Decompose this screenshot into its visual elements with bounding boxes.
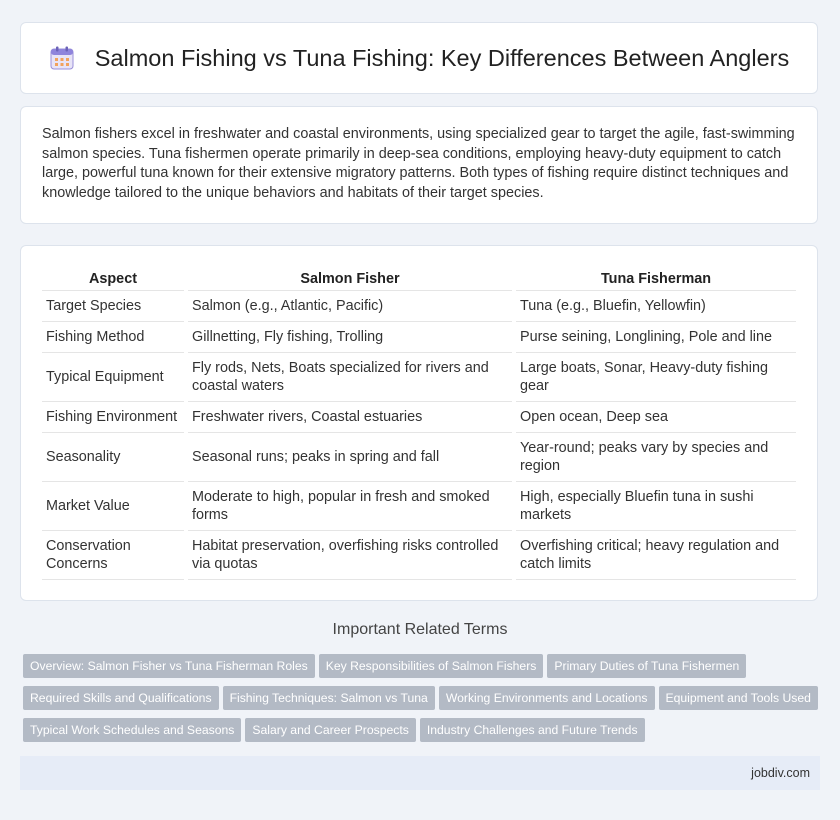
table-row <box>42 433 796 482</box>
table-cell: Moderate to high, popular in fresh and smoked forms <box>188 482 512 531</box>
table-cell: Habitat preservation, overfishing risks controlled via quotas <box>188 531 512 580</box>
column-header: Tuna Fisherman <box>516 265 796 291</box>
table-cell: Gillnetting, Fly fishing, Trolling <box>188 322 512 353</box>
table-cell: Seasonality <box>42 433 184 482</box>
related-term-tag[interactable]: Required Skills and Qualifications <box>23 686 219 710</box>
comparison-card <box>20 245 818 601</box>
table-header-row <box>42 265 796 291</box>
site-link[interactable]: jobdiv.com <box>751 766 810 780</box>
comparison-table <box>38 265 800 580</box>
table-cell: Salmon (e.g., Atlantic, Pacific) <box>188 291 512 322</box>
column-header: Aspect <box>42 265 184 291</box>
related-term-tag[interactable]: Working Environments and Locations <box>439 686 655 710</box>
table-cell: Large boats, Sonar, Heavy-duty fishing gear <box>516 353 796 402</box>
related-terms-list <box>23 654 823 750</box>
related-term-tag[interactable]: Typical Work Schedules and Seasons <box>23 718 241 742</box>
table-cell: Market Value <box>42 482 184 531</box>
related-term-tag[interactable]: Industry Challenges and Future Trends <box>420 718 645 742</box>
footer <box>20 756 820 790</box>
table-cell: Conservation Concerns <box>42 531 184 580</box>
related-terms-title: Important Related Terms <box>332 621 508 638</box>
table-cell: Seasonal runs; peaks in spring and fall <box>188 433 512 482</box>
table-cell: Fishing Method <box>42 322 184 353</box>
table-cell: Target Species <box>42 291 184 322</box>
table-cell: Open ocean, Deep sea <box>516 402 796 433</box>
table-row <box>42 322 796 353</box>
related-term-tag[interactable]: Overview: Salmon Fisher vs Tuna Fisherman Roles <box>23 654 315 678</box>
table-row <box>42 482 796 531</box>
page-title: Salmon Fishing vs Tuna Fishing: Key Differences Between Anglers <box>94 44 790 71</box>
table-cell: High, especially Bluefin tuna in sushi markets <box>516 482 796 531</box>
table-row <box>42 353 796 402</box>
table-row <box>42 531 796 580</box>
table-row <box>42 402 796 433</box>
intro-text: Salmon fishers excel in freshwater and coastal environments, using specialized gear to target the agile, fast-swimming salmon species. Tuna fishermen operate primarily in deep-sea conditions, employing heavy-duty equipment to catch large, powerful tuna known for their extensive migratory patterns. Both types of fishing require distinct techniques and knowledge tailored to the unique behaviors and habitats of their target species. <box>42 126 795 202</box>
table-cell: Freshwater rivers, Coastal estuaries <box>188 402 512 433</box>
related-term-tag[interactable]: Salary and Career Prospects <box>245 718 415 742</box>
calendar-icon <box>49 45 75 71</box>
page-header <box>20 22 818 94</box>
table-cell: Year-round; peaks vary by species and region <box>516 433 796 482</box>
related-term-tag[interactable]: Fishing Techniques: Salmon vs Tuna <box>223 686 435 710</box>
intro-card <box>20 106 818 224</box>
table-cell: Tuna (e.g., Bluefin, Yellowfin) <box>516 291 796 322</box>
related-term-tag[interactable]: Primary Duties of Tuna Fishermen <box>547 654 746 678</box>
table-cell: Overfishing critical; heavy regulation and catch limits <box>516 531 796 580</box>
table-row <box>42 291 796 322</box>
table-cell: Fly rods, Nets, Boats specialized for rivers and coastal waters <box>188 353 512 402</box>
related-term-tag[interactable]: Equipment and Tools Used <box>659 686 818 710</box>
related-term-tag[interactable]: Key Responsibilities of Salmon Fishers <box>319 654 544 678</box>
table-cell: Typical Equipment <box>42 353 184 402</box>
table-cell: Purse seining, Longlining, Pole and line <box>516 322 796 353</box>
table-cell: Fishing Environment <box>42 402 184 433</box>
column-header: Salmon Fisher <box>188 265 512 291</box>
